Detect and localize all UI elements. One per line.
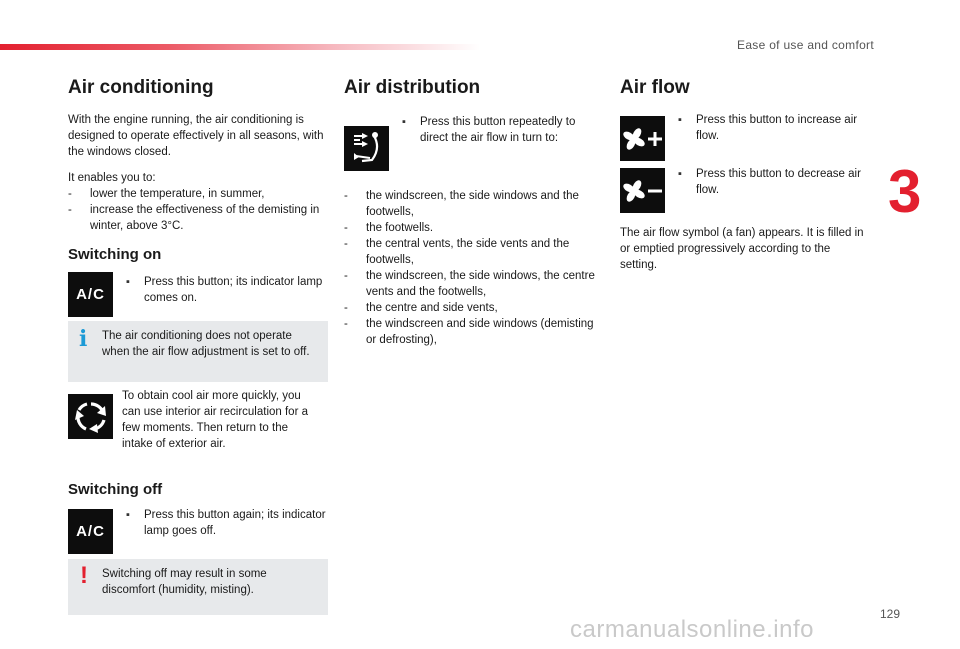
ac-on-instruction: ▪ Press this button; its indicator lamp comes on. [121, 274, 328, 306]
air-distribution-column [344, 76, 600, 348]
switching-off-title: Switching off [68, 481, 163, 498]
ac-on-row [68, 272, 328, 317]
page-number: 129 [879, 607, 900, 621]
ac-off-instruction: ▪ Press this button again; its indicator lamp goes off. [121, 507, 328, 539]
ac-button[interactable]: A/C [68, 509, 113, 554]
distribution-list [344, 188, 600, 348]
list-item: - the centre and side vents, [344, 300, 600, 316]
list-item: - lower the temperature, in summer, [68, 186, 328, 202]
air-distribution-title: Air distribution [344, 77, 481, 98]
air-conditioning-title: Air conditioning [68, 77, 214, 98]
info-box [68, 321, 328, 382]
fan-minus-icon [622, 176, 664, 206]
distribution-instruction: ▪ Press this button repeatedly to direct the air flow in turn to: [397, 114, 600, 146]
watermark: carmanualsonline.info [570, 616, 814, 643]
header-accent-bar [0, 44, 480, 50]
flow-note: The air flow symbol (a fan) appears. It is filled in or emptied progressively according to the setting. [620, 227, 864, 271]
fan-decrease-button[interactable] [620, 168, 665, 213]
ac-button[interactable]: A/C [68, 272, 113, 317]
list-item: - the central vents, the side vents and the footwells, [344, 236, 600, 268]
list-item: - the footwells. [344, 220, 600, 236]
recirculation-row [68, 390, 328, 452]
recirculation-button[interactable] [68, 394, 113, 439]
info-icon: i [79, 326, 88, 352]
recirculation-text: To obtain cool air more quickly, you can use interior air recirculation for a few moments. Then return to the intake of exterior air. [122, 390, 308, 450]
air-distribution-button[interactable] [344, 126, 389, 171]
ac-off-row [68, 509, 328, 554]
fan-plus-icon [622, 124, 664, 154]
flow-increase-row [620, 114, 880, 161]
warning-icon: ! [80, 562, 88, 589]
chapter-number: 3 [888, 158, 922, 225]
recirculation-icon [72, 398, 110, 436]
warning-text: Switching off may result in some discomfort (humidity, misting). [102, 568, 267, 596]
list-item: - the windscreen, the side windows, the centre vents and the footwells, [344, 268, 600, 300]
enables-list [68, 186, 328, 234]
air-flow-column [620, 76, 880, 273]
info-text: The air conditioning does not operate when the air flow adjustment is set to off. [102, 330, 310, 358]
flow-decrease-instruction: ▪ Press this button to decrease air flow. [673, 166, 880, 198]
list-item: - the windscreen and side windows (demisting or defrosting), [344, 316, 600, 348]
fan-increase-button[interactable] [620, 116, 665, 161]
flow-decrease-row [620, 168, 880, 213]
enables-label: It enables you to: [68, 172, 156, 184]
switching-on-title: Switching on [68, 246, 162, 263]
air-flow-title: Air flow [620, 77, 690, 98]
list-item: - the windscreen, the side windows and the footwells, [344, 188, 600, 220]
air-conditioning-intro: With the engine running, the air conditioning is designed to operate effectively in all seasons, with the windows closed. [68, 114, 324, 158]
warning-box [68, 559, 328, 615]
flow-increase-instruction: ▪ Press this button to increase air flow. [673, 112, 880, 144]
distribution-row [344, 114, 600, 171]
list-item: - increase the effectiveness of the demisting in winter, above 3°C. [68, 202, 328, 234]
air-distribution-icon [348, 130, 386, 168]
air-conditioning-column [68, 76, 328, 615]
section-title: Ease of use and comfort [737, 38, 874, 52]
